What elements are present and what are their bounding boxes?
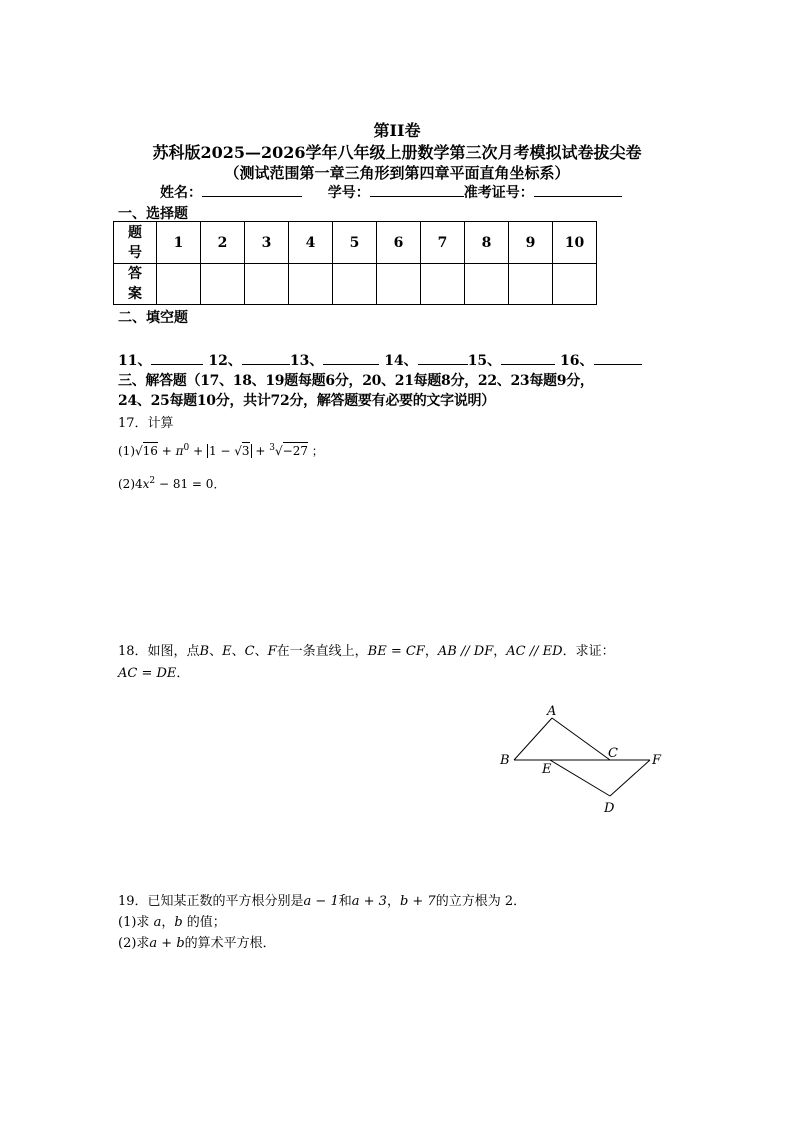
point-label-e: E bbox=[542, 762, 552, 777]
id-blank[interactable] bbox=[370, 182, 464, 197]
point-label-d: D bbox=[604, 801, 615, 816]
table-number-cell: 8 bbox=[465, 222, 509, 264]
answer-cell[interactable] bbox=[421, 264, 465, 305]
fill-item-label: 12、 bbox=[208, 353, 242, 369]
answer-cell[interactable] bbox=[509, 264, 553, 305]
fill-item-label: 16、 bbox=[560, 353, 594, 369]
name-label: 姓名： bbox=[160, 185, 202, 201]
answer-cell[interactable] bbox=[377, 264, 421, 305]
table-number-cell: 5 bbox=[333, 222, 377, 264]
q18-geometry-figure bbox=[494, 698, 674, 823]
point-label-a: A bbox=[547, 704, 557, 719]
section-fill-title: 二、填空题 bbox=[118, 310, 188, 326]
answer-cell[interactable] bbox=[201, 264, 245, 305]
q17-part2: $(2)4x^2 - 81 = 0$． bbox=[118, 476, 226, 491]
q19-part2: (2)求a + b的算术平方根． bbox=[118, 936, 276, 951]
student-info-line bbox=[160, 182, 622, 202]
point-label-c: C bbox=[608, 746, 618, 761]
section-solve-title-2: 24、25每题10分，共计72分，解答题要有必要的文字说明） bbox=[118, 393, 495, 409]
fill-blank-line bbox=[118, 350, 642, 370]
fill-blank[interactable] bbox=[501, 350, 555, 365]
segment-ac bbox=[552, 718, 610, 760]
fill-blank[interactable] bbox=[151, 350, 203, 365]
q17-label: 17．计算 bbox=[118, 416, 174, 431]
q17-part1: $(1)√16 + \pi^0 + 1 - √3 + ^3√-27$ ； bbox=[118, 443, 324, 458]
answer-cell[interactable] bbox=[245, 264, 289, 305]
table-header-number: 题 号 bbox=[114, 222, 157, 264]
table-number-cell: 1 bbox=[157, 222, 201, 264]
fill-item-label: 13、 bbox=[289, 353, 324, 369]
fill-blank[interactable] bbox=[418, 350, 468, 365]
fill-blank[interactable] bbox=[594, 350, 642, 365]
exam-scope: （测试范围第一章三角形到第四章平面直角坐标系） bbox=[224, 164, 570, 182]
volume-title: 第II卷 bbox=[373, 121, 421, 140]
answer-cell[interactable] bbox=[157, 264, 201, 305]
table-number-cell: 2 bbox=[201, 222, 245, 264]
fill-item-label: 14、 bbox=[384, 353, 418, 369]
answer-table-number-row bbox=[114, 222, 597, 264]
exam-number-label: 准考证号： bbox=[463, 185, 534, 201]
answer-cell[interactable] bbox=[465, 264, 509, 305]
q18-line2: AC = DE． bbox=[118, 666, 190, 681]
q19-line1: 19．已知某正数的平方根分别是a − 1和a + 3，b + 7的立方根为 2． bbox=[118, 894, 527, 909]
table-number-cell: 4 bbox=[289, 222, 333, 264]
answer-cell[interactable] bbox=[553, 264, 597, 305]
table-number-cell: 10 bbox=[553, 222, 597, 264]
segment-df bbox=[610, 760, 650, 796]
table-header-answer: 答 案 bbox=[114, 264, 157, 305]
id-label: 学号： bbox=[327, 185, 370, 201]
answer-cell[interactable] bbox=[289, 264, 333, 305]
segment-ab bbox=[514, 718, 552, 760]
name-blank[interactable] bbox=[202, 182, 302, 197]
q18-line1: 18．如图，点B、E、C、F在一条直线上，BE = CF，AB // DF，AC // ED．求证： bbox=[118, 644, 615, 659]
answer-table bbox=[113, 221, 597, 305]
fill-item-label: 11、 bbox=[118, 353, 152, 369]
fill-blank[interactable] bbox=[323, 350, 379, 365]
table-number-cell: 6 bbox=[377, 222, 421, 264]
fill-item-label: 15、 bbox=[467, 353, 502, 369]
segment-ed bbox=[550, 760, 610, 796]
table-number-cell: 9 bbox=[509, 222, 553, 264]
exam-number-blank[interactable] bbox=[534, 182, 622, 197]
table-number-cell: 7 bbox=[421, 222, 465, 264]
answer-cell[interactable] bbox=[333, 264, 377, 305]
exam-title: 苏科版2025—2026学年八年级上册数学第三次月考模拟试卷拔尖卷 bbox=[152, 143, 642, 162]
table-number-cell: 3 bbox=[245, 222, 289, 264]
point-label-b: B bbox=[500, 753, 510, 768]
answer-table-answer-row bbox=[114, 264, 597, 305]
point-label-f: F bbox=[652, 753, 662, 768]
fill-blank[interactable] bbox=[242, 350, 290, 365]
q19-part1: (1)求 a，b 的值； bbox=[118, 915, 226, 930]
section-solve-title-1: 三、解答题（17、18、19题每题6分，20、21每题8分，22、23每题9分， bbox=[118, 373, 594, 389]
section-choice-title: 一、选择题 bbox=[118, 206, 188, 222]
